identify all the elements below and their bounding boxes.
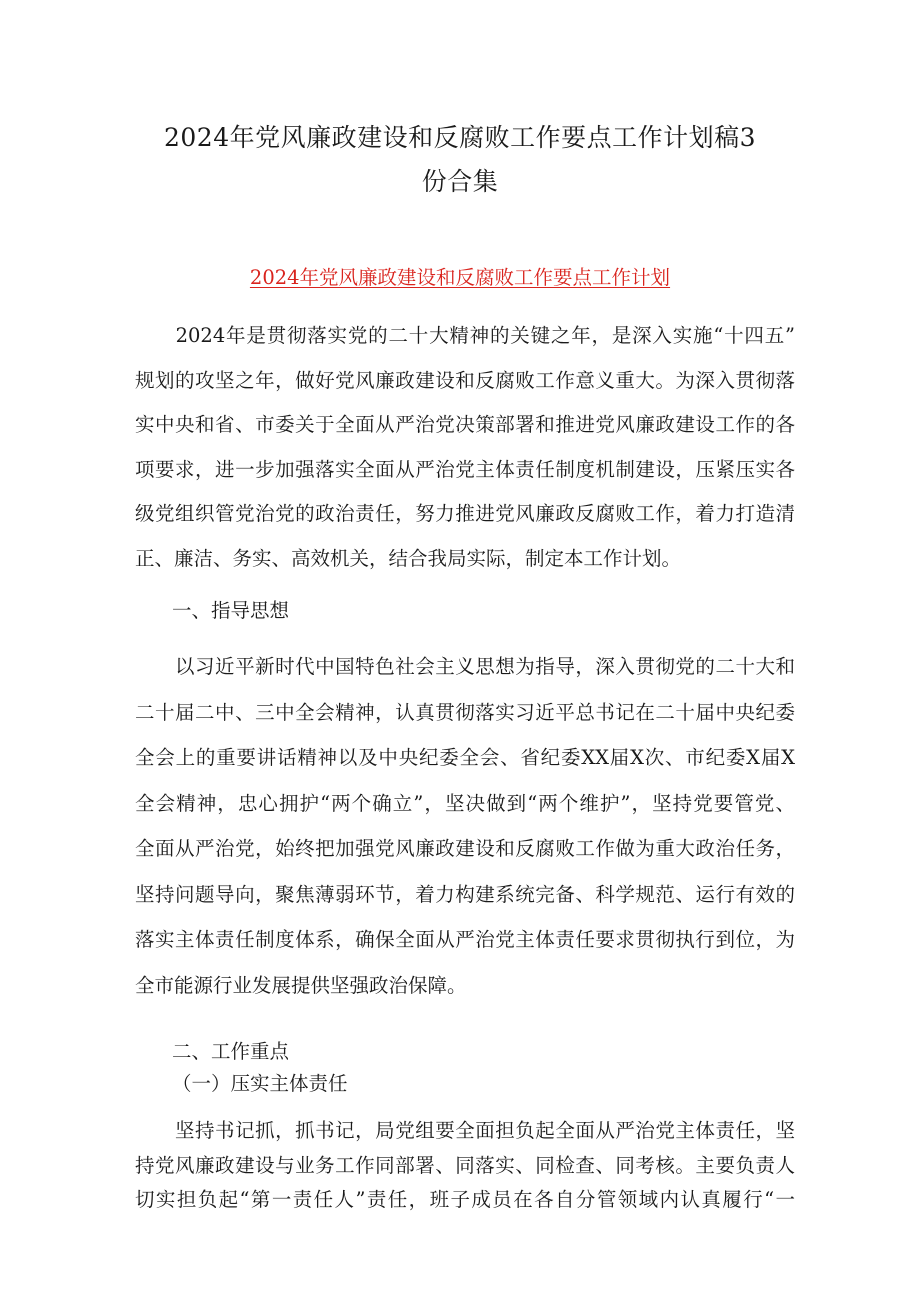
heading-main-responsibility: （一）压实主体责任 [172,1072,348,1095]
heading-guiding-ideology: 一、指导思想 [172,599,290,622]
paragraph-line: 规划的攻坚之年，做好党风廉政建设和反腐败工作意义重大。为深入贯彻落 [135,368,795,392]
paragraph-line: 坚持书记抓，抓书记，局党组要全面担负起全面从严治党主体责任，坚 [135,1119,795,1142]
intro-paragraph [135,314,795,581]
document-title-line-2: 份合集 [421,167,499,196]
paragraph-line: 坚持问题导向，聚焦薄弱环节，着力构建系统完备、科学规范、运行有效的 [135,882,795,906]
document-title [120,116,800,204]
paragraph-line: 以习近平新时代中国特色社会主义思想为指导，深入贯彻党的二十大和 [135,655,795,678]
paragraph-line: 实中央和省、市委关于全面从严治党决策部署和推进党风廉政建设工作的各 [135,413,795,436]
paragraph-line: 2024年是贯彻落实党的二十大精神的关键之年，是深入实施“十四五” [135,324,795,347]
paragraph-line: 级党组织管党治党的政治责任，努力推进党风廉政反腐败工作，着力打造清 [135,502,795,525]
paragraph-line: 落实主体责任制度体系，确保全面从严治党主体责任要求贯彻执行到位，为 [135,928,795,951]
paragraph-line: 项要求，进一步加强落实全面从严治党主体责任制度机制建设，压紧压实各 [135,457,795,481]
paragraph-line: 全市能源行业发展提供坚强政治保障。 [135,973,467,997]
guiding-ideology-paragraph [135,644,795,1008]
document-title-line-1: 2024年党风廉政建设和反腐败工作要点工作计划稿3 [163,123,757,152]
paragraph-line: 全会精神，忠心拥护“两个确立”，坚决做到“两个维护”，坚持党要管党、 [135,791,795,815]
paragraph-line: 正、廉洁、务实、高效机关，结合我局实际，制定本工作计划。 [135,546,682,570]
paragraph-line: 全面从严治党，始终把加强党风廉政建设和反腐败工作做为重大政治任务， [135,837,795,860]
paragraph-line: 持党风廉政建设与业务工作同部署、同落实、同检查、同考核。主要负责人 [135,1153,795,1177]
section-subtitle: 2024年党风廉政建设和反腐败工作要点工作计划 [249,266,671,289]
paragraph-line: 全会上的重要讲话精神以及中央纪委全会、省纪委XX届X次、市纪委X届X [135,746,795,769]
paragraph-line: 切实担负起“第一责任人”责任，班子成员在各自分管领域内认真履行“一 [135,1188,795,1211]
paragraph-line: 二十届二中、三中全会精神，认真贯彻落实习近平总书记在二十届中央纪委 [135,700,795,724]
heading-work-focus: 二、工作重点 [172,1040,290,1063]
main-responsibility-paragraph [135,1114,795,1218]
